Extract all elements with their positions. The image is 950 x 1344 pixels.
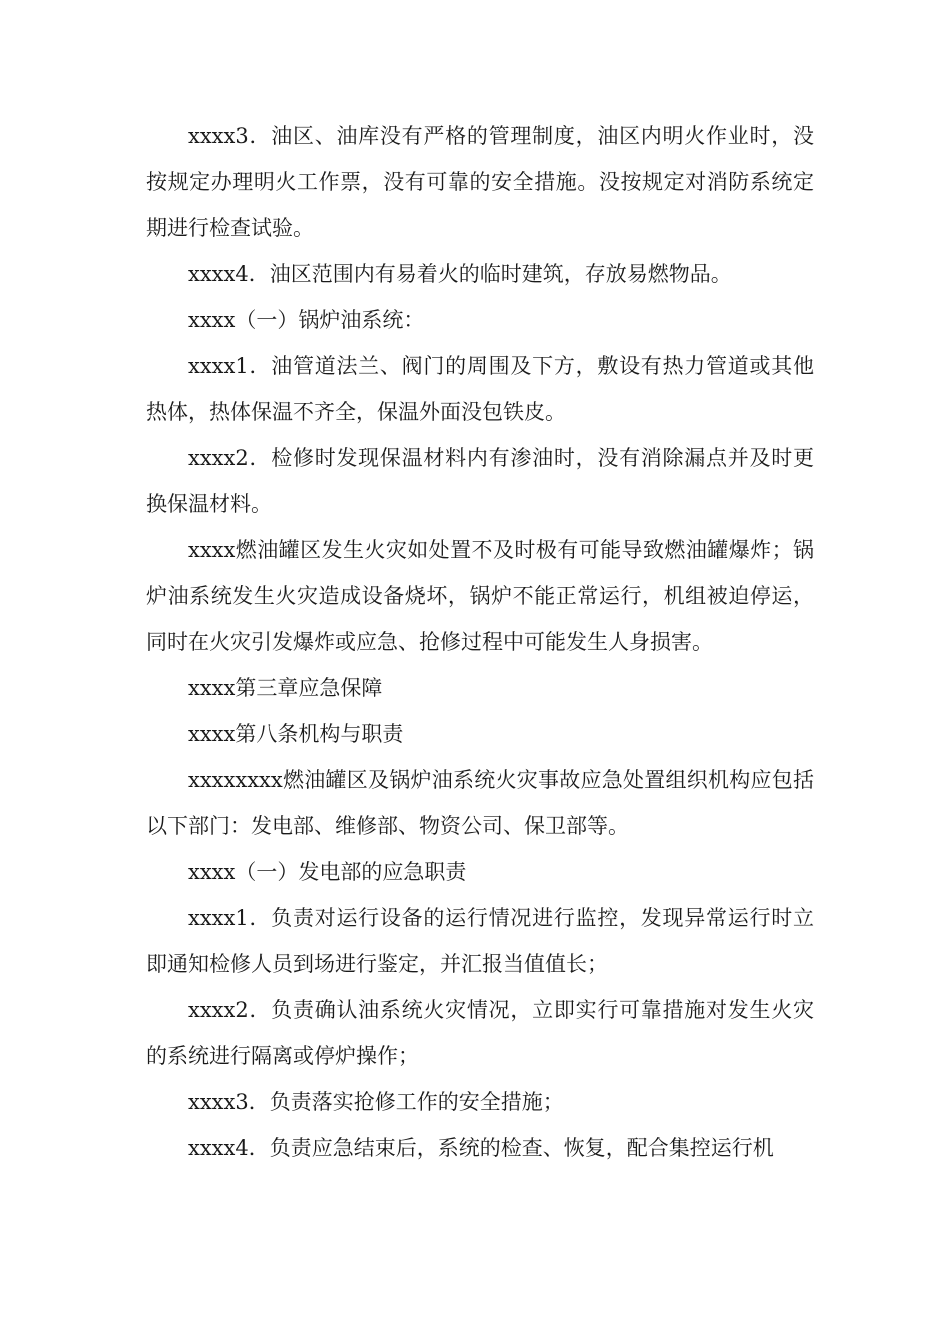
paragraph-fire-consequences: xxxx燃油罐区发生火灾如处置不及时极有可能导致燃油罐爆炸；锅炉油系统发生火灾造成设备烧坏，锅炉不能正常运行，机组被迫停运，同时在火灾引发爆炸或应急、抢修过程中可能发生人身损害。 [146,538,814,654]
paragraph-pipe-flange-insulation: xxxx1．油管道法兰、阀门的周围及下方，敷设有热力管道或其他热体，热体保温不齐全，保温外面没包铁皮。 [146,354,814,424]
list-item-duty-3: xxxx3．负责落实抢修工作的安全措施； [188,1090,564,1114]
article-heading-organization-duties: xxxx第八条机构与职责 [188,722,404,746]
paragraph-insulation-oil-seepage: xxxx2．检修时发现保温材料内有渗油时，没有消除漏点并及时更换保温材料。 [146,446,814,516]
list-item-duty-2: xxxx2．负责确认油系统火灾情况，立即实行可靠措施对发生火灾的系统进行隔离或停炉操作； [146,998,814,1068]
list-item-duty-1: xxxx1．负责对运行设备的运行情况进行监控，发现异常运行时立即通知检修人员到场进行鉴定，并汇报当值值长； [146,906,814,976]
document-body [146,113,814,1171]
paragraph-oil-area-management: xxxx3．油区、油库没有严格的管理制度，油区内明火作业时，没按规定办理明火工作票，没有可靠的安全措施。没按规定对消防系统定期进行检查试验。 [146,124,814,240]
paragraph-boiler-oil-system-heading: xxxx（一）锅炉油系统： [188,308,425,332]
chapter-heading-emergency-support: xxxx第三章应急保障 [188,676,383,700]
paragraph-temporary-buildings: xxxx4．油区范围内有易着火的临时建筑，存放易燃物品。 [188,262,732,286]
paragraph-organization-departments: xxxxxxxx燃油罐区及锅炉油系统火灾事故应急处置组织机构应包括以下部门：发电部、维修部、物资公司、保卫部等。 [146,768,814,838]
list-item-duty-4: xxxx4．负责应急结束后，系统的检查、恢复，配合集控运行机 [188,1136,774,1160]
section-heading-power-dept-duties: xxxx（一）发电部的应急职责 [188,860,467,884]
